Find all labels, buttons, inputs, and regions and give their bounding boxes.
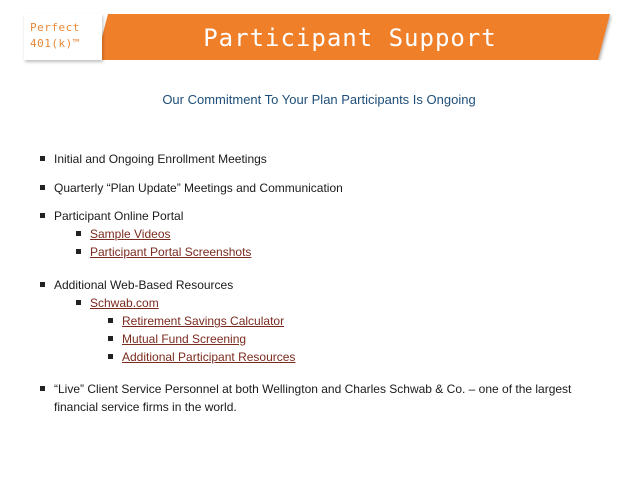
square-bullet-icon	[40, 213, 45, 218]
sample-videos-link[interactable]: Sample Videos	[90, 227, 171, 241]
square-bullet-icon	[108, 336, 113, 341]
square-bullet-icon	[76, 249, 81, 254]
square-bullet-icon	[76, 231, 81, 236]
logo-box	[24, 14, 102, 60]
page-title: Participant Support	[203, 24, 497, 52]
retirement-calculator-link[interactable]: Retirement Savings Calculator	[122, 314, 285, 328]
portal-screenshots-link[interactable]: Participant Portal Screenshots	[90, 245, 252, 259]
list-item-text: Quarterly “Plan Update” Meetings and Communication	[54, 181, 343, 195]
list-item-text: Participant Online Portal	[54, 209, 184, 223]
logo-line-1: Perfect	[30, 21, 80, 34]
square-bullet-icon	[40, 156, 45, 161]
schwab-link[interactable]: Schwab.com	[90, 296, 159, 310]
list-item-quarterly	[40, 181, 343, 195]
list-item-sample-videos	[76, 227, 171, 241]
square-bullet-icon	[76, 300, 81, 305]
list-item-participant-resources	[108, 350, 295, 364]
list-item-online-portal	[40, 209, 183, 223]
square-bullet-icon	[40, 185, 45, 190]
list-item-web-resources	[40, 278, 233, 292]
square-bullet-icon	[108, 318, 113, 323]
logo-line-2: 401(k)™	[30, 37, 80, 50]
list-item-schwab	[76, 296, 159, 310]
square-bullet-icon	[40, 282, 45, 287]
participant-resources-link[interactable]: Additional Participant Resources	[122, 350, 296, 364]
list-item-retirement-calculator	[108, 314, 284, 328]
square-bullet-icon	[40, 386, 45, 391]
list-item-text: Additional Web-Based Resources	[54, 278, 234, 292]
page-subtitle: Our Commitment To Your Plan Participants Is Ongoing	[162, 92, 476, 107]
list-item-fund-screening	[108, 332, 246, 346]
list-item-portal-screenshots	[76, 245, 251, 259]
list-item-text: Initial and Ongoing Enrollment Meetings	[54, 152, 267, 166]
list-item-text-continued: financial service firms in the world.	[54, 400, 237, 414]
list-item-enrollment	[40, 152, 267, 166]
slide-header	[0, 0, 638, 70]
square-bullet-icon	[108, 354, 113, 359]
list-item-live-service	[40, 380, 580, 416]
fund-screening-link[interactable]: Mutual Fund Screening	[122, 332, 247, 346]
logo-text	[30, 20, 102, 52]
list-item-text: “Live” Client Service Personnel at both Wellington and Charles Schwab & Co. – one of the largest	[54, 382, 572, 396]
